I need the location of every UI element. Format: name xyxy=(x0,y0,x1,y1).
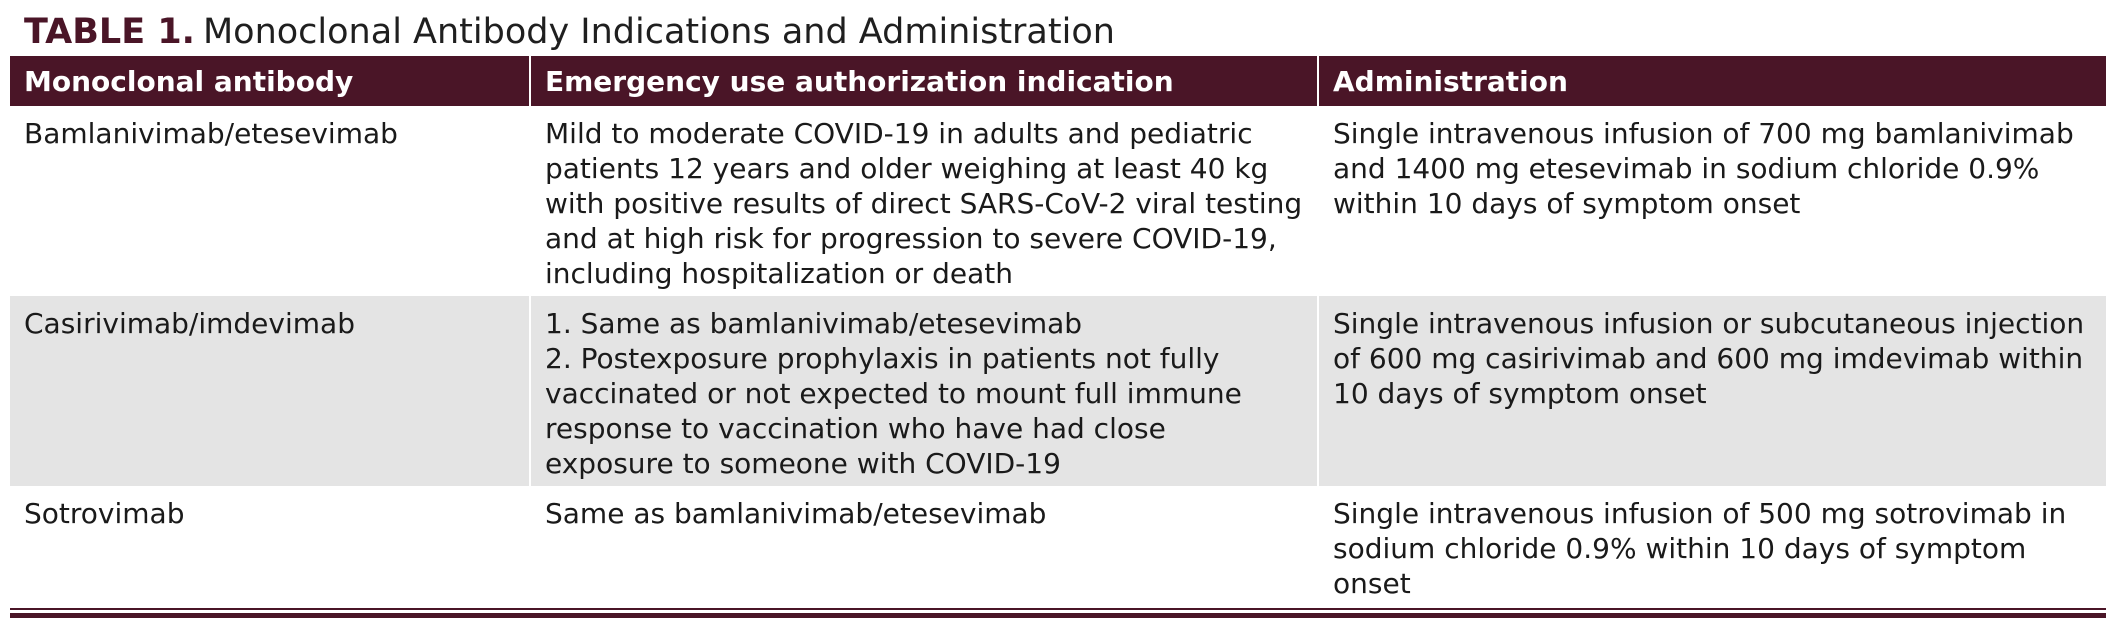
table-bottom-rule xyxy=(10,608,2106,618)
header-administration: Administration xyxy=(1318,56,2106,106)
antibody-table xyxy=(10,56,2106,606)
cell-antibody: Bamlanivimab/etesevimab xyxy=(24,117,398,150)
indication-item: 2. Postexposure prophylaxis in patients not fully vaccinated or not expected to mount full immune response to vaccination who have had close exposure to someone with COVID-19 xyxy=(545,342,1242,480)
table-row xyxy=(10,106,2106,296)
table-row xyxy=(10,486,2106,606)
cell-antibody: Sotrovimab xyxy=(24,497,185,530)
document-table-figure xyxy=(10,8,2106,618)
cell-administration: Single intravenous infusion or subcutaneous injection of 600 mg casirivimab and 600 mg imdevimab within 10 days of symptom onset xyxy=(1318,296,2106,486)
header-indication: Emergency use authorization indication xyxy=(530,56,1318,106)
table-title xyxy=(10,8,2106,56)
cell-indication xyxy=(530,296,1318,486)
cell-indication: Same as bamlanivimab/etesevimab xyxy=(530,486,1318,606)
header-antibody: Monoclonal antibody xyxy=(10,56,530,106)
cell-administration: Single intravenous infusion of 700 mg bamlanivimab and 1400 mg etesevimab in sodium chloride 0.9% within 10 days of symptom onset xyxy=(1318,106,2106,296)
cell-indication: Mild to moderate COVID-19 in adults and pediatric patients 12 years and older weighing at least 40 kg with positive results of direct SARS-CoV-2 viral testing and at high risk for progression to severe COVID-19, including hospitalization or death xyxy=(530,106,1318,296)
table-row xyxy=(10,296,2106,486)
cell-administration: Single intravenous infusion of 500 mg sotrovimab in sodium chloride 0.9% within 10 days of symptom onset xyxy=(1318,486,2106,606)
rule-thick xyxy=(10,613,2106,618)
cell-antibody: Casirivimab/imdevimab xyxy=(10,296,530,486)
header-row xyxy=(10,56,2106,106)
table-caption: Monoclonal Antibody Indications and Administration xyxy=(202,12,1115,52)
indication-item: 1. Same as bamlanivimab/etesevimab xyxy=(545,307,1083,340)
table-label: TABLE 1. xyxy=(24,12,195,52)
